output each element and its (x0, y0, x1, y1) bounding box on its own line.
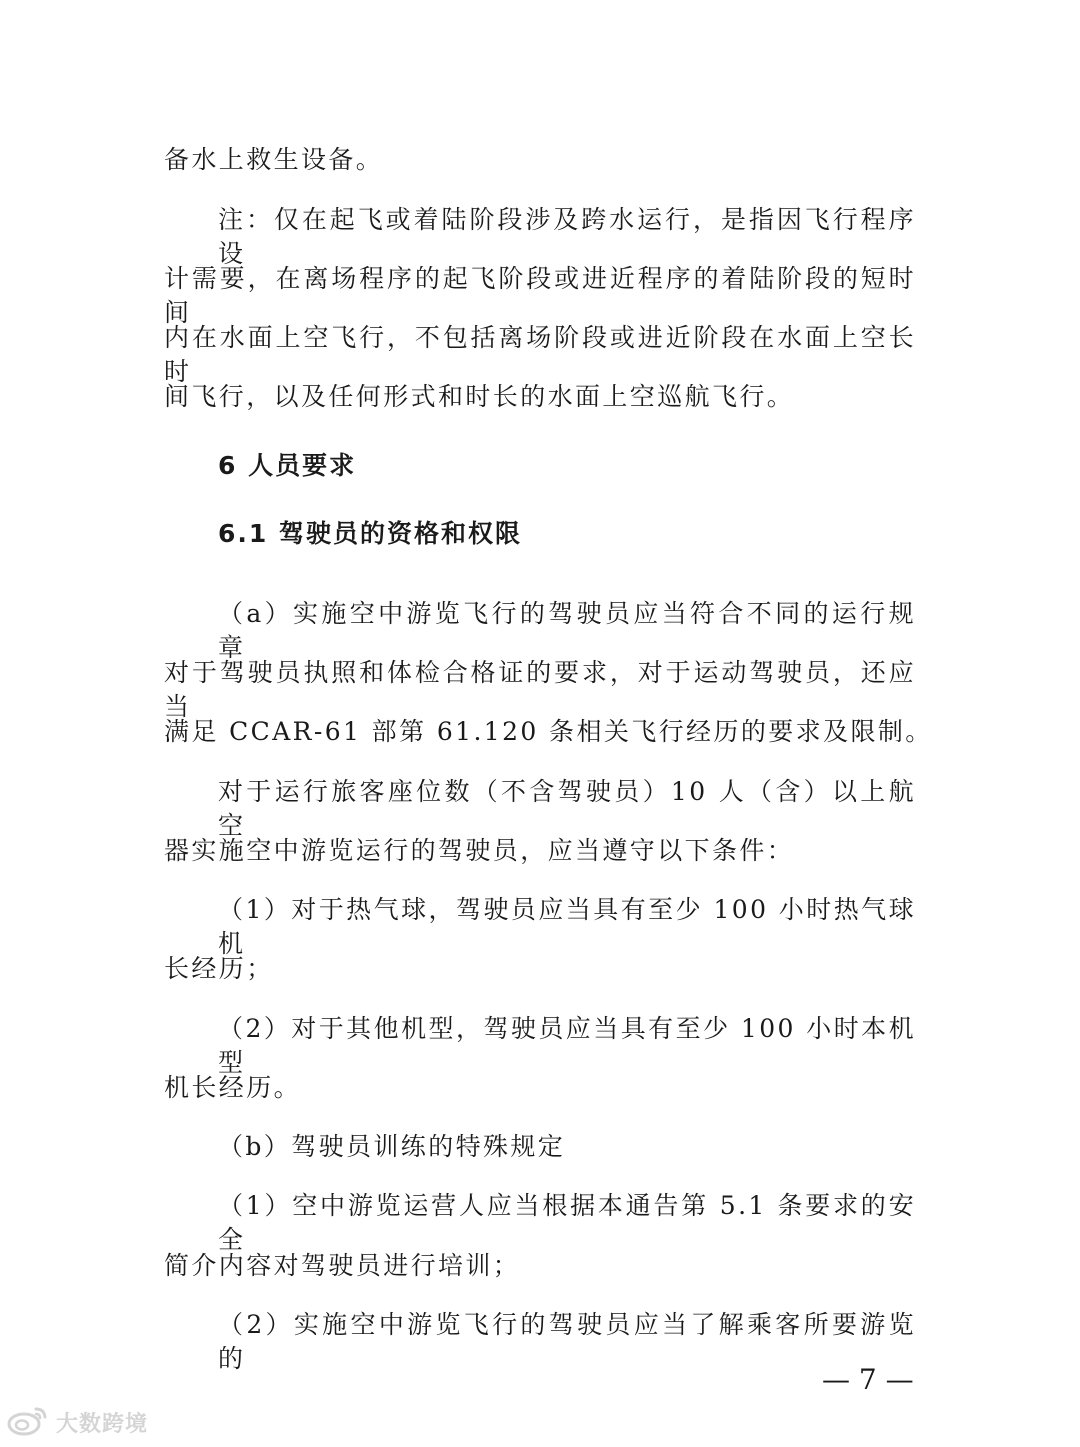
weibo-logo-icon (6, 1403, 50, 1441)
note-line: 内在水面上空飞行，不包括离场阶段或进近阶段在水面上空长时 (164, 323, 916, 386)
section-heading: 6 人员要求 (218, 451, 357, 480)
paragraph-line: 对于驾驶员执照和体检合格证的要求，对于运动驾驶员，还应当 (164, 658, 916, 721)
list-item-line: （2）实施空中游览飞行的驾驶员应当了解乘客所要游览的 (218, 1310, 916, 1373)
list-item-line: （1）对于热气球，驾驶员应当具有至少 100 小时热气球机 (218, 895, 916, 958)
page-number: — 7 — (822, 1363, 914, 1396)
subsection-item: （b）驾驶员训练的特殊规定 (218, 1132, 566, 1161)
watermark-text: 大数跨境 (56, 1411, 149, 1437)
list-item-line: 简介内容对驾驶员进行培训； (164, 1251, 521, 1280)
list-item-line: 长经历； (164, 954, 274, 983)
note-line: 计需要，在离场程序的起飞阶段或进近程序的着陆阶段的短时间 (164, 264, 916, 327)
paragraph-line: 器实施空中游览运行的驾驶员，应当遵守以下条件： (164, 836, 795, 865)
paragraph-line: （a）实施空中游览飞行的驾驶员应当符合不同的运行规章 (218, 599, 916, 662)
paragraph-line: 备水上救生设备。 (164, 145, 384, 174)
note-line: 间飞行，以及任何形式和时长的水面上空巡航飞行。 (164, 382, 795, 411)
paragraph-line: 对于运行旅客座位数（不含驾驶员）10 人（含）以上航空 (218, 777, 916, 840)
paragraph-line: 满足 CCAR-61 部第 61.120 条相关飞行经历的要求及限制。 (164, 717, 933, 746)
watermark (6, 1402, 148, 1442)
note-line: 注：仅在起飞或着陆阶段涉及跨水运行，是指因飞行程序设 (218, 205, 916, 268)
list-item-line: （2）对于其他机型，驾驶员应当具有至少 100 小时本机型 (218, 1014, 916, 1077)
list-item-line: 机长经历。 (164, 1073, 302, 1102)
subsection-heading: 6.1 驾驶员的资格和权限 (218, 519, 522, 548)
list-item-line: （1）空中游览运营人应当根据本通告第 5.1 条要求的安全 (218, 1191, 916, 1254)
